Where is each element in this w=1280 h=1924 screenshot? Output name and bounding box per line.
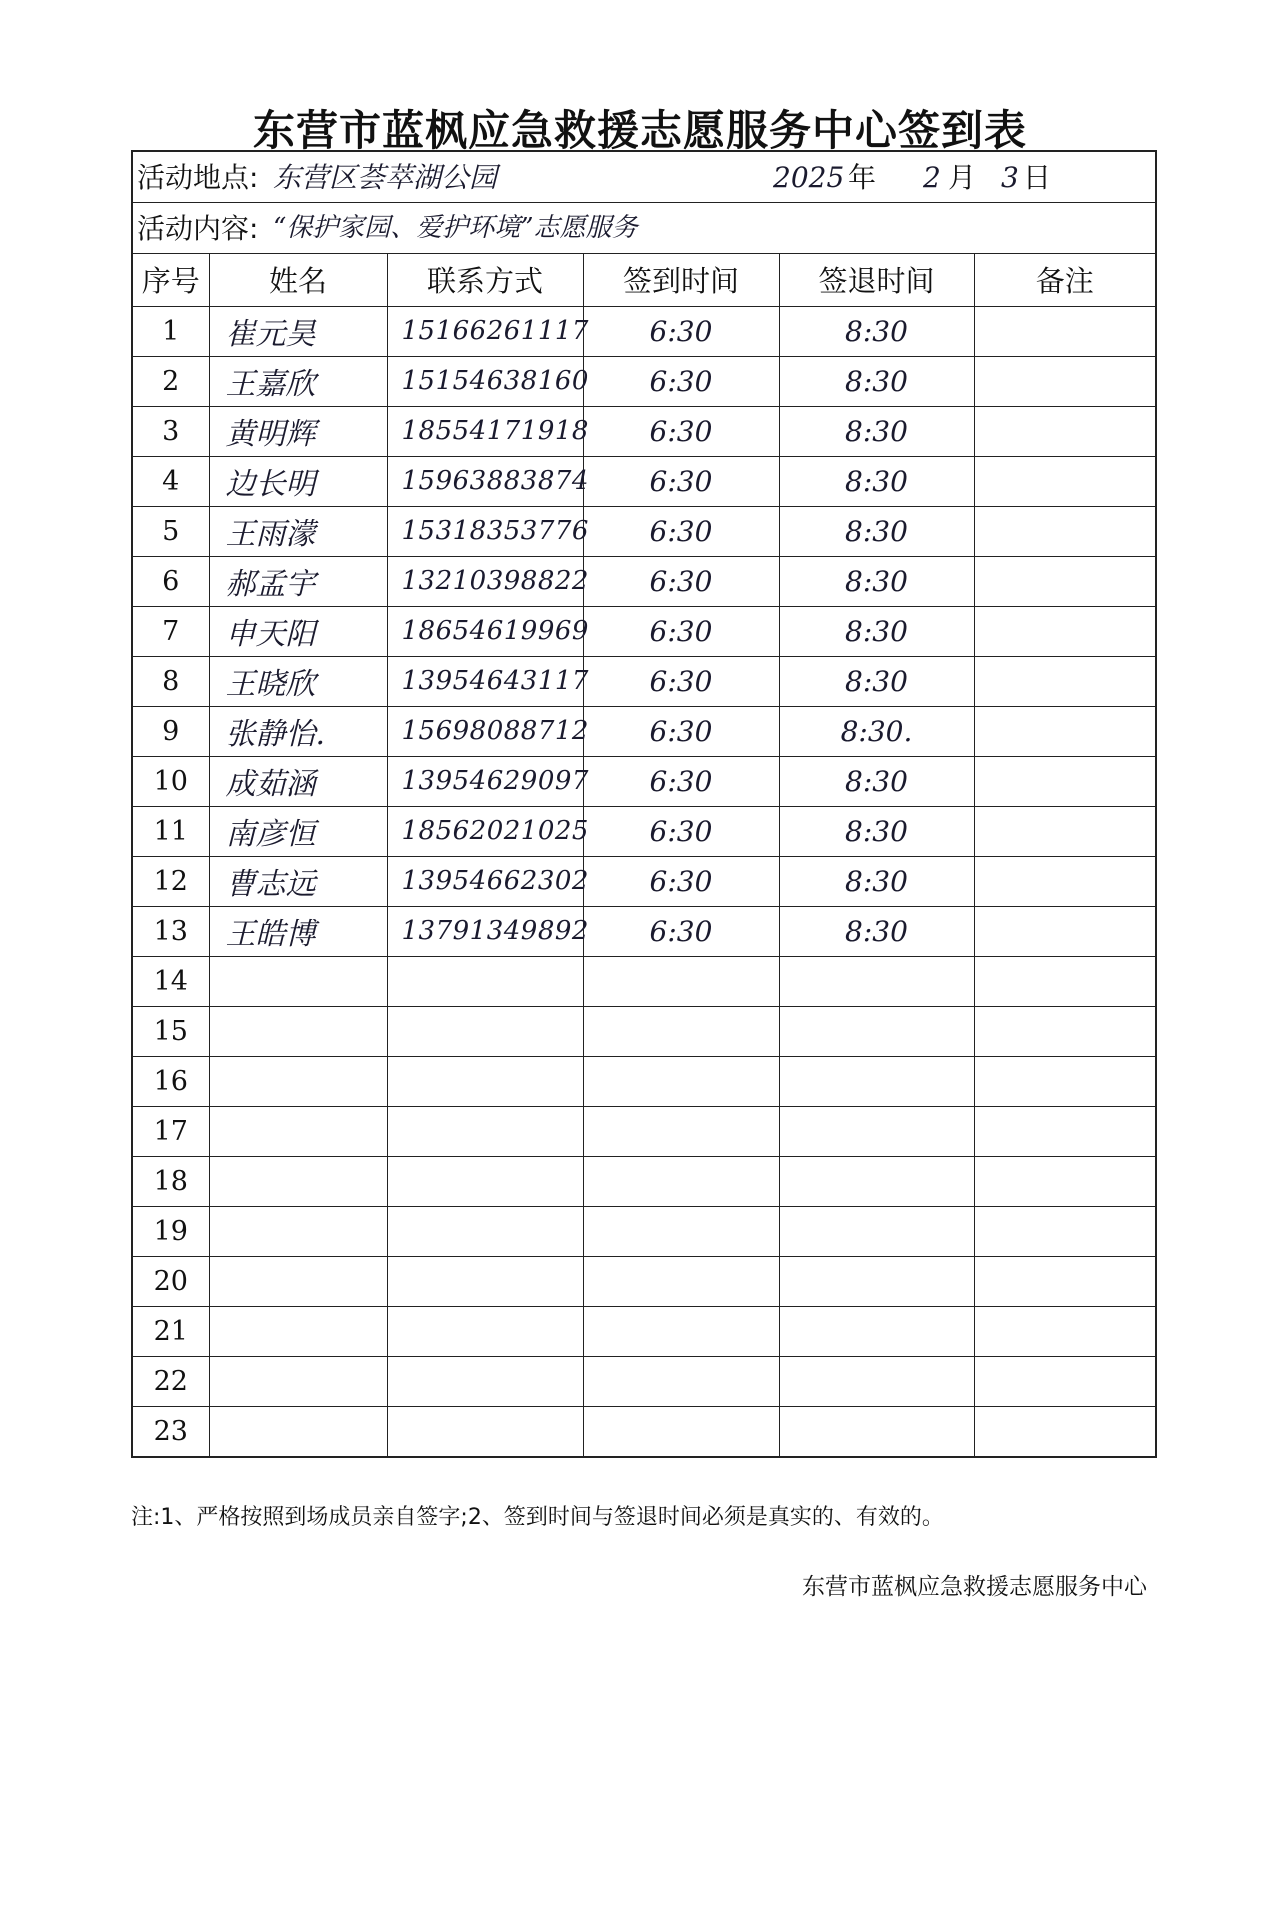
row-phone: 18562021025 (387, 806, 583, 856)
row-index: 6 (133, 556, 209, 606)
header-contact: 联系方式 (387, 254, 583, 306)
row-sign-out-time: 8:30 (779, 506, 974, 556)
row-name (209, 1306, 387, 1356)
row-index: 4 (133, 456, 209, 506)
row-remark (974, 1406, 1155, 1456)
row-index: 3 (133, 406, 209, 456)
row-phone: 13954662302 (387, 856, 583, 906)
row-sign-in-time: 6:30 (583, 506, 779, 556)
row-sign-out-time (779, 1056, 974, 1106)
row-sign-out-time: 8:30 (779, 356, 974, 406)
header-name: 姓名 (209, 254, 387, 306)
row-sign-out-time (779, 1156, 974, 1206)
table-row (133, 1006, 1155, 1056)
row-sign-out-time: 8:30 (779, 756, 974, 806)
row-index: 15 (133, 1006, 209, 1056)
row-remark (974, 706, 1155, 756)
row-sign-in-time: 6:30 (583, 406, 779, 456)
row-remark (974, 956, 1155, 1006)
table-row (133, 456, 1155, 506)
table-row (133, 1306, 1155, 1356)
row-sign-in-time (583, 956, 779, 1006)
row-sign-in-time (583, 1356, 779, 1406)
row-sign-in-time: 6:30 (583, 706, 779, 756)
row-name (209, 1156, 387, 1206)
table-row (133, 856, 1155, 906)
table-row (133, 1206, 1155, 1256)
footnote: 注:1、严格按照到场成员亲自签字;2、签到时间与签退时间必须是真实的、有效的。 (131, 1505, 944, 1530)
date-day-suffix: 日 (1023, 161, 1052, 194)
row-name: 张静怡. (209, 706, 387, 756)
row-phone: 13791349892 (387, 906, 583, 956)
row-sign-out-time (779, 1206, 974, 1256)
table-row (133, 1406, 1155, 1456)
row-sign-in-time: 6:30 (583, 556, 779, 606)
row-sign-out-time (779, 1406, 974, 1456)
row-name: 曹志远 (209, 856, 387, 906)
row-phone (387, 1156, 583, 1206)
row-remark (974, 556, 1155, 606)
organization-signature: 东营市蓝枫应急救援志愿服务中心 (802, 1574, 1147, 1600)
header-sign-in-time: 签到时间 (583, 254, 779, 306)
row-phone: 18654619969 (387, 606, 583, 656)
table-row (133, 506, 1155, 556)
row-sign-out-time: 8:30 (779, 806, 974, 856)
table-row (133, 906, 1155, 956)
row-sign-out-time: 8:30 (779, 406, 974, 456)
row-phone (387, 1106, 583, 1156)
row-phone (387, 1256, 583, 1306)
row-index: 16 (133, 1056, 209, 1106)
content-value: “保护家园、爱护环境”志愿服务 (273, 213, 638, 243)
header-index: 序号 (133, 254, 209, 306)
row-remark (974, 806, 1155, 856)
row-remark (974, 356, 1155, 406)
row-name (209, 1056, 387, 1106)
row-sign-out-time: 8:30. (779, 706, 974, 756)
row-remark (974, 1306, 1155, 1356)
attendance-table (133, 254, 1155, 1456)
row-sign-in-time (583, 1056, 779, 1106)
row-name (209, 1356, 387, 1406)
row-phone (387, 1406, 583, 1456)
row-name: 南彦恒 (209, 806, 387, 856)
row-phone: 15318353776 (387, 506, 583, 556)
row-sign-in-time (583, 1256, 779, 1306)
row-remark (974, 606, 1155, 656)
row-phone (387, 956, 583, 1006)
row-sign-in-time: 6:30 (583, 656, 779, 706)
row-remark (974, 1156, 1155, 1206)
row-sign-in-time: 6:30 (583, 756, 779, 806)
row-remark (974, 456, 1155, 506)
row-sign-in-time: 6:30 (583, 456, 779, 506)
row-phone (387, 1206, 583, 1256)
row-name: 崔元昊 (209, 306, 387, 356)
row-name (209, 956, 387, 1006)
row-phone: 18554171918 (387, 406, 583, 456)
table-row (133, 1356, 1155, 1406)
row-sign-in-time: 6:30 (583, 306, 779, 356)
table-row (133, 306, 1155, 356)
row-phone (387, 1006, 583, 1056)
row-name: 王嘉欣 (209, 356, 387, 406)
table-row (133, 606, 1155, 656)
row-name (209, 1006, 387, 1056)
row-phone: 15698088712 (387, 706, 583, 756)
header-remarks: 备注 (974, 254, 1155, 306)
row-sign-in-time (583, 1156, 779, 1206)
row-sign-in-time: 6:30 (583, 356, 779, 406)
row-name (209, 1206, 387, 1256)
table-row (133, 806, 1155, 856)
row-index: 11 (133, 806, 209, 856)
row-remark (974, 1056, 1155, 1106)
table-row (133, 356, 1155, 406)
row-remark (974, 1206, 1155, 1256)
row-sign-in-time: 6:30 (583, 606, 779, 656)
row-sign-out-time (779, 1356, 974, 1406)
row-index: 18 (133, 1156, 209, 1206)
row-sign-in-time (583, 1306, 779, 1356)
row-phone (387, 1306, 583, 1356)
row-phone: 15154638160 (387, 356, 583, 406)
row-sign-out-time (779, 956, 974, 1006)
row-remark (974, 506, 1155, 556)
content-label: 活动内容: (137, 212, 259, 245)
table-row (133, 756, 1155, 806)
row-sign-out-time (779, 1006, 974, 1056)
row-sign-out-time: 8:30 (779, 856, 974, 906)
row-index: 10 (133, 756, 209, 806)
row-phone: 13954629097 (387, 756, 583, 806)
row-remark (974, 856, 1155, 906)
row-index: 12 (133, 856, 209, 906)
row-remark (974, 1006, 1155, 1056)
table-row (133, 1156, 1155, 1206)
row-name (209, 1256, 387, 1306)
row-sign-in-time (583, 1106, 779, 1156)
table-row (133, 656, 1155, 706)
location-row (133, 152, 1155, 203)
sign-in-sheet (131, 150, 1157, 1458)
row-sign-in-time (583, 1406, 779, 1456)
row-index: 5 (133, 506, 209, 556)
row-remark (974, 306, 1155, 356)
location-value: 东营区荟萃湖公园 (273, 161, 498, 194)
row-index: 8 (133, 656, 209, 706)
row-sign-out-time: 8:30 (779, 656, 974, 706)
row-index: 9 (133, 706, 209, 756)
date-year-suffix: 年 (848, 161, 877, 194)
row-sign-out-time: 8:30 (779, 556, 974, 606)
table-row (133, 556, 1155, 606)
row-index: 19 (133, 1206, 209, 1256)
row-name: 成茹涵 (209, 756, 387, 806)
row-name: 边长明 (209, 456, 387, 506)
row-name (209, 1406, 387, 1456)
row-index: 2 (133, 356, 209, 406)
date-day: 3 (1001, 161, 1019, 194)
date-month-suffix: 月 (948, 161, 977, 194)
row-name: 王晓欣 (209, 656, 387, 706)
table-row (133, 1106, 1155, 1156)
header-sign-out-time: 签退时间 (779, 254, 974, 306)
row-phone: 13954643117 (387, 656, 583, 706)
location-label: 活动地点: (137, 161, 259, 194)
row-sign-out-time: 8:30 (779, 456, 974, 506)
row-name: 申天阳 (209, 606, 387, 656)
row-index: 22 (133, 1356, 209, 1406)
table-row (133, 956, 1155, 1006)
row-remark (974, 1256, 1155, 1306)
row-sign-out-time (779, 1256, 974, 1306)
row-index: 7 (133, 606, 209, 656)
row-remark (974, 406, 1155, 456)
row-index: 21 (133, 1306, 209, 1356)
row-index: 20 (133, 1256, 209, 1306)
row-name: 郝孟宇 (209, 556, 387, 606)
table-header-row (133, 254, 1155, 306)
row-sign-in-time (583, 1206, 779, 1256)
row-remark (974, 906, 1155, 956)
row-name: 王皓博 (209, 906, 387, 956)
row-index: 13 (133, 906, 209, 956)
row-index: 14 (133, 956, 209, 1006)
date-month: 2 (923, 161, 941, 194)
row-remark (974, 1106, 1155, 1156)
row-sign-in-time: 6:30 (583, 806, 779, 856)
row-phone: 13210398822 (387, 556, 583, 606)
row-name (209, 1106, 387, 1156)
row-phone (387, 1056, 583, 1106)
row-sign-in-time: 6:30 (583, 906, 779, 956)
row-sign-out-time: 8:30 (779, 306, 974, 356)
table-row (133, 1256, 1155, 1306)
table-row (133, 706, 1155, 756)
row-index: 1 (133, 306, 209, 356)
table-row (133, 406, 1155, 456)
row-index: 17 (133, 1106, 209, 1156)
date-year: 2025 (773, 161, 845, 194)
row-name: 王雨濛 (209, 506, 387, 556)
row-sign-out-time (779, 1306, 974, 1356)
row-sign-out-time: 8:30 (779, 606, 974, 656)
row-sign-in-time (583, 1006, 779, 1056)
table-row (133, 1056, 1155, 1106)
page-title: 东营市蓝枫应急救援志愿服务中心签到表 (252, 106, 1027, 155)
content-row (133, 203, 1155, 254)
row-remark (974, 1356, 1155, 1406)
row-sign-in-time: 6:30 (583, 856, 779, 906)
row-name: 黄明辉 (209, 406, 387, 456)
row-phone: 15166261117 (387, 306, 583, 356)
row-phone: 15963883874 (387, 456, 583, 506)
row-phone (387, 1356, 583, 1406)
row-sign-out-time: 8:30 (779, 906, 974, 956)
row-remark (974, 656, 1155, 706)
row-remark (974, 756, 1155, 806)
row-sign-out-time (779, 1106, 974, 1156)
row-index: 23 (133, 1406, 209, 1456)
